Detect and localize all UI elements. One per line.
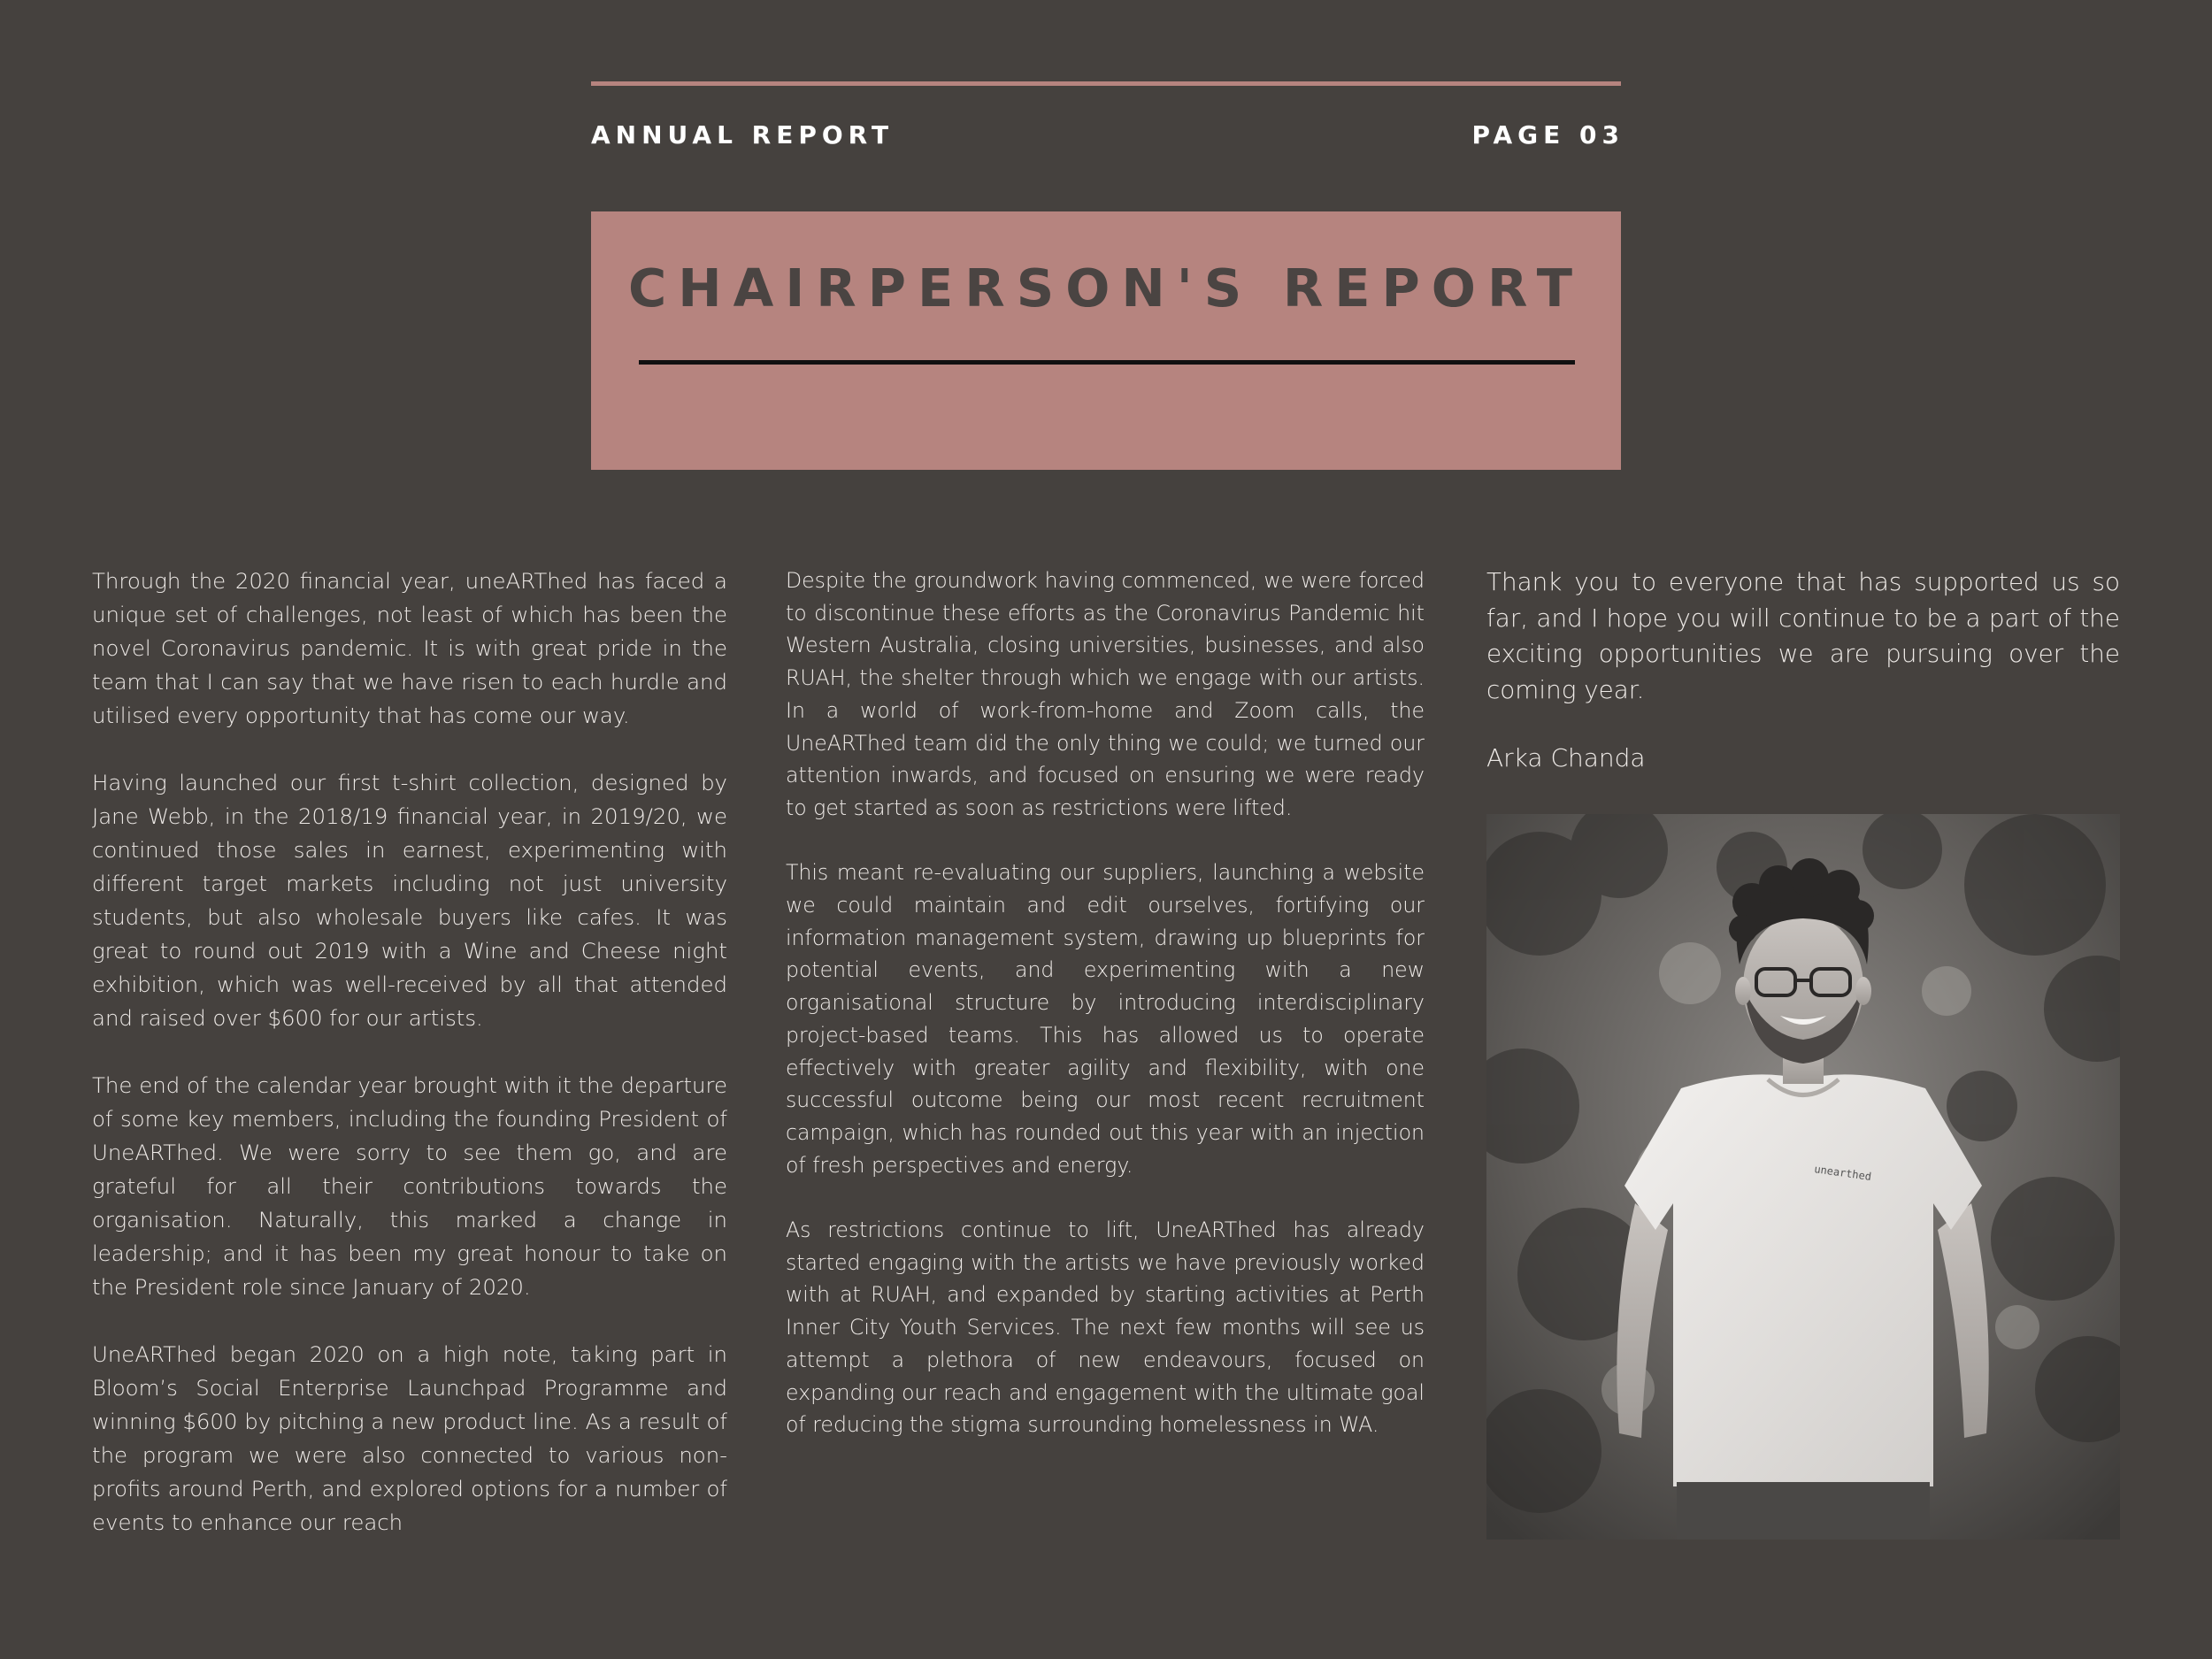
paragraph: Despite the groundwork having commenced, we were forced to discontinue these efforts as the Coronavirus Pandemic hit Western Australia, closing universities, businesses, and also RUAH, the shelter through which we engage with our artists. In a world of work-from-home and Zoom calls, the UneARThed team did the only thing we could; we turned our attention inwards, and focused on ensuring we were ready to get started as soon as restrictions were lifted. (786, 568, 1425, 820)
shirt-logo: unearthed (1813, 1163, 1872, 1184)
column-1 (92, 565, 727, 1573)
paragraph: Through the 2020 financial year, uneARThed has faced a unique set of challenges, not least of which has been the novel Coronavirus pandemic. It is with great pride in the team that I can say that we have risen to each hurdle and utilised every opportunity that has come our way. (92, 568, 727, 728)
column-3 (1486, 565, 2120, 708)
portrait-illustration (1486, 814, 2120, 1540)
signature-name: Arka Chanda (1486, 743, 1646, 772)
title-banner (591, 211, 1621, 470)
report-label: ANNUAL REPORT (591, 120, 895, 150)
paragraph: The end of the calendar year brought with it the departure of some key members, including the founding President of UneARThed. We were sorry to see them go, and are grateful for all their contributions towards the organisation. Naturally, this marked a change in leadership; and it has been my great honour to take on the President role since January of 2020. (92, 1072, 727, 1300)
column-2 (786, 565, 1425, 1474)
thank-you-paragraph: Thank you to everyone that has supported us so far, and I hope you will continue to be a part of the exciting opportunities we are pursuing over the coming year. (1486, 567, 2120, 704)
paragraph: Having launched our first t-shirt collection, designed by Jane Webb, in the 2018/19 financial year, in 2019/20, we continued those sales in earnest, experimenting with different target markets including not just university students, but also wholesale buyers like cafes. It was great to round out 2019 with a Wine and Cheese night exhibition, which was well-received by all that attended and raised over $600 for our artists. (92, 770, 727, 1031)
title-underline (639, 360, 1575, 365)
paragraph: This meant re-evaluating our suppliers, launching a website we could maintain and edit ourselves, fortifying our information management system, drawing up blueprints for potential events, and experimenting with a new organisational structure by introducing interdisciplinary project-based teams. This has allowed us to operate effectively with greater agility and flexibility, with one successful outcome being our most recent recruitment campaign, which has rounded out this year with an injection of fresh perspectives and energy. (786, 860, 1425, 1178)
paragraph: As restrictions continue to lift, UneARThed has already started engaging with the artists we have previously worked with at RUAH, and expanded by starting activities at Perth Inner City Youth Services. The next few months will see us attempt a plethora of new endeavours, focused on expanding our reach and engagement with the ultimate goal of reducing the stigma surrounding homelessness in WA. (786, 1217, 1425, 1438)
header-rule (591, 81, 1621, 86)
chairperson-photo (1486, 814, 2120, 1540)
paragraph: UneARThed began 2020 on a high note, taking part in Bloom’s Social Enterprise Launchpad Programme and winning $600 by pitching a new product line. As a result of the program we were also connected to various non-profits around Perth, and explored options for a number of events to enhance our reach (92, 1341, 727, 1535)
page-title: CHAIRPERSON'S REPORT (628, 257, 1584, 319)
page-number: PAGE 03 (1471, 120, 1624, 150)
